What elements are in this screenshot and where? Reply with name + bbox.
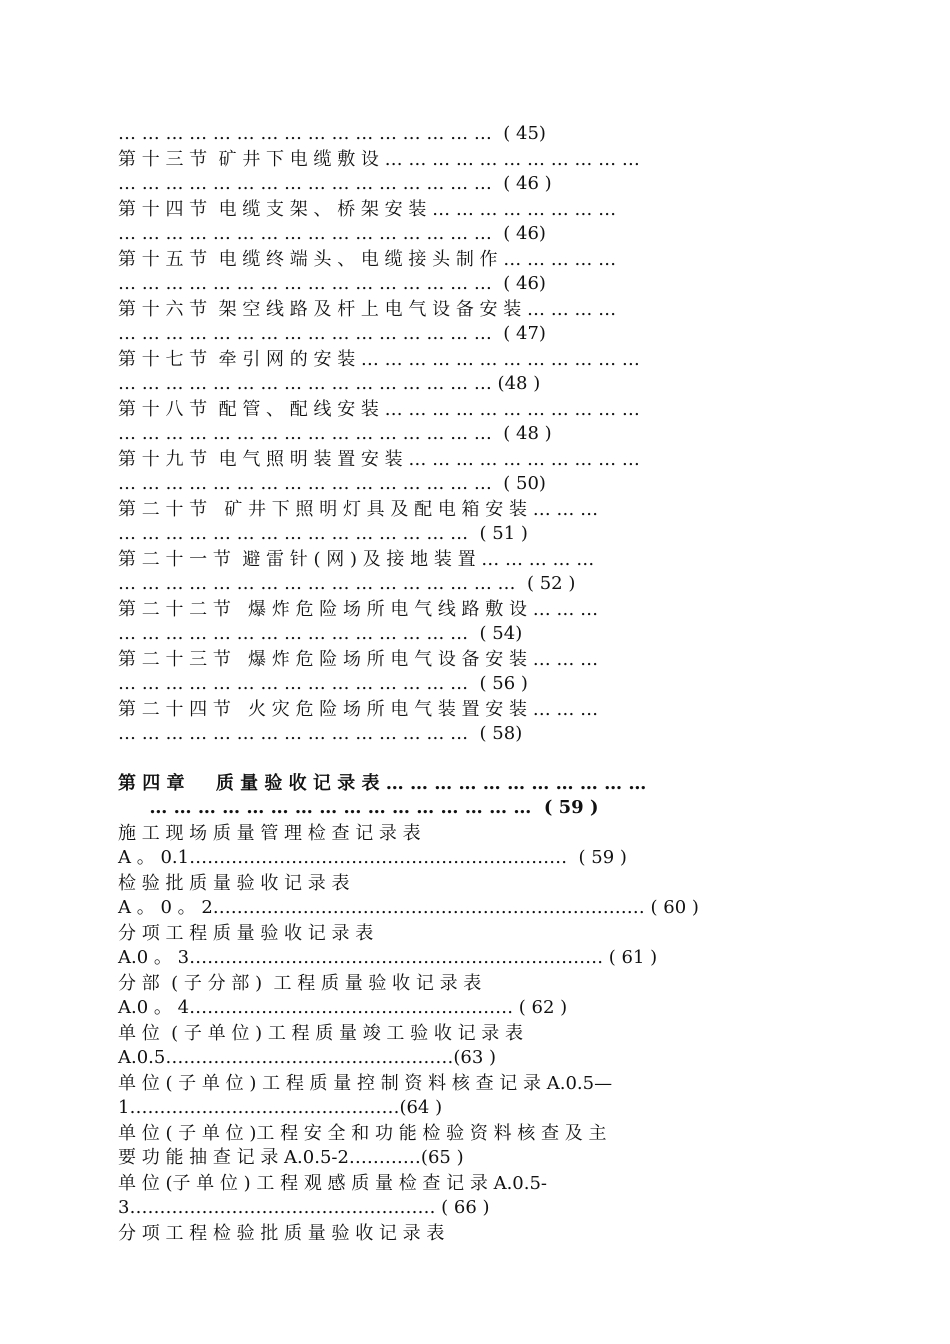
toc-leader-line: A.0.5…………………………………………(63 ) <box>118 1047 497 1068</box>
toc-leader-line: … … … … … … … … … … … … … … … ( 54) <box>118 623 523 644</box>
toc-entry: 第 二 十 四 节 火 灾 危 险 场 所 电 气 装 置 安 装 … … … <box>118 699 599 720</box>
toc-leader-line: … … … … … … … … … … … … … … … … ( 47) <box>118 323 546 344</box>
toc-entry: 第 二 十 节 矿 井 下 照 明 灯 具 及 配 电 箱 安 装 … … … <box>118 499 599 520</box>
toc-entry: 第 十 六 节 架 空 线 路 及 杆 上 电 气 设 备 安 装 … … … … <box>118 299 617 320</box>
toc-leader-line: … … … … … … … … … … … … … … … ( 51 ) <box>118 523 528 544</box>
toc-entry: 检 验 批 质 量 验 收 记 录 表 <box>118 873 350 894</box>
toc-leader-line: A 。 0 。 2……………………………………………………………… ( 60 ) <box>118 897 699 918</box>
toc-leader-line: … … … … … … … … … … … … … … … … … ( 52 ) <box>118 573 576 594</box>
toc-entry: 分 项 工 程 检 验 批 质 量 验 收 记 录 表 <box>118 1223 445 1244</box>
toc-leader-line: … … … … … … … … … … … … … … … ( 56 ) <box>118 673 528 694</box>
toc-entry: 单 位 ( 子 单 位 )工 程 安 全 和 功 能 检 验 资 料 核 查 及 主 <box>118 1123 607 1144</box>
toc-entry: 第 十 五 节 电 缆 终 端 头 、 电 缆 接 头 制 作 … … … … … <box>118 249 617 270</box>
toc-leader-line: A 。 0.1……………………………………………………… ( 59 ) <box>118 847 627 868</box>
toc-entry: 施 工 现 场 质 量 管 理 检 查 记 录 表 <box>118 823 421 844</box>
chapter-heading: 第 四 章 质 量 验 收 记 录 表 … … … … … … … … … … … <box>118 773 647 794</box>
toc-leader-line: 1………………………………………(64 ) <box>118 1097 443 1118</box>
toc-leader-line: A.0 。 3…………………………………………………………… ( 61 ) <box>118 947 658 968</box>
toc-leader-line: … … … … … … … … … … … … … … … … ( 46) <box>118 273 546 294</box>
toc-entry: 第 十 七 节 牵 引 网 的 安 装 … … … … … … … … … … … … <box>118 349 640 370</box>
toc-entry: 第 二 十 二 节 爆 炸 危 险 场 所 电 气 线 路 敷 设 … … … <box>118 599 599 620</box>
toc-leader-line: … … … … … … … … … … … … … … … … ( 48 ) <box>118 423 552 444</box>
toc-entry: 单 位 ( 子 单 位 ) 工 程 质 量 竣 工 验 收 记 录 表 <box>118 1023 524 1044</box>
toc-entry: 第 十 九 节 电 气 照 明 装 置 安 装 … … … … … … … … … … <box>118 449 640 470</box>
toc-entry: 第 十 三 节 矿 井 下 电 缆 敷 设 … … … … … … … … … … … <box>118 149 640 170</box>
toc-leader-line: … … … … … … … … … … … … … … … … ( 45) <box>118 123 546 144</box>
toc-entry: 分 部 ( 子 分 部 ) 工 程 质 量 验 收 记 录 表 <box>118 973 482 994</box>
toc-leader-line: 要 功 能 抽 查 记 录 A.0.5-2…………(65 ) <box>118 1147 464 1168</box>
toc-leader-line: … … … … … … … … … … … … … … … … ( 59 ) <box>118 797 599 818</box>
toc-leader-line: A.0 。 4……………………………………………… ( 62 ) <box>118 997 568 1018</box>
toc-entry: 分 项 工 程 质 量 验 收 记 录 表 <box>118 923 374 944</box>
toc-entry: 第 二 十 三 节 爆 炸 危 险 场 所 电 气 设 备 安 装 … … … <box>118 649 599 670</box>
toc-entry: 第 十 四 节 电 缆 支 架 、 桥 架 安 装 … … … … … … … … <box>118 199 617 220</box>
toc-leader-line: … … … … … … … … … … … … … … … … ( 50) <box>118 473 546 494</box>
toc-entry: 单 位 ( 子 单 位 ) 工 程 质 量 控 制 资 料 核 查 记 录 A.0.5— <box>118 1073 613 1094</box>
toc-entry: 第 二 十 一 节 避 雷 针 ( 网 ) 及 接 地 装 置 … … … … … <box>118 549 595 570</box>
toc-leader-line: … … … … … … … … … … … … … … … … (48 ) <box>118 373 541 394</box>
toc-leader-line: … … … … … … … … … … … … … … … … ( 46 ) <box>118 173 552 194</box>
toc-leader-line: … … … … … … … … … … … … … … … ( 58) <box>118 723 523 744</box>
toc-entry: 第 十 八 节 配 管 、 配 线 安 装 … … … … … … … … … … … <box>118 399 640 420</box>
toc-leader-line: … … … … … … … … … … … … … … … … ( 46) <box>118 223 546 244</box>
toc-entry: 单 位 (子 单 位 ) 工 程 观 感 质 量 检 查 记 录 A.0.5- <box>118 1173 548 1194</box>
toc-leader-line: 3…………………………………………… ( 66 ) <box>118 1197 490 1218</box>
